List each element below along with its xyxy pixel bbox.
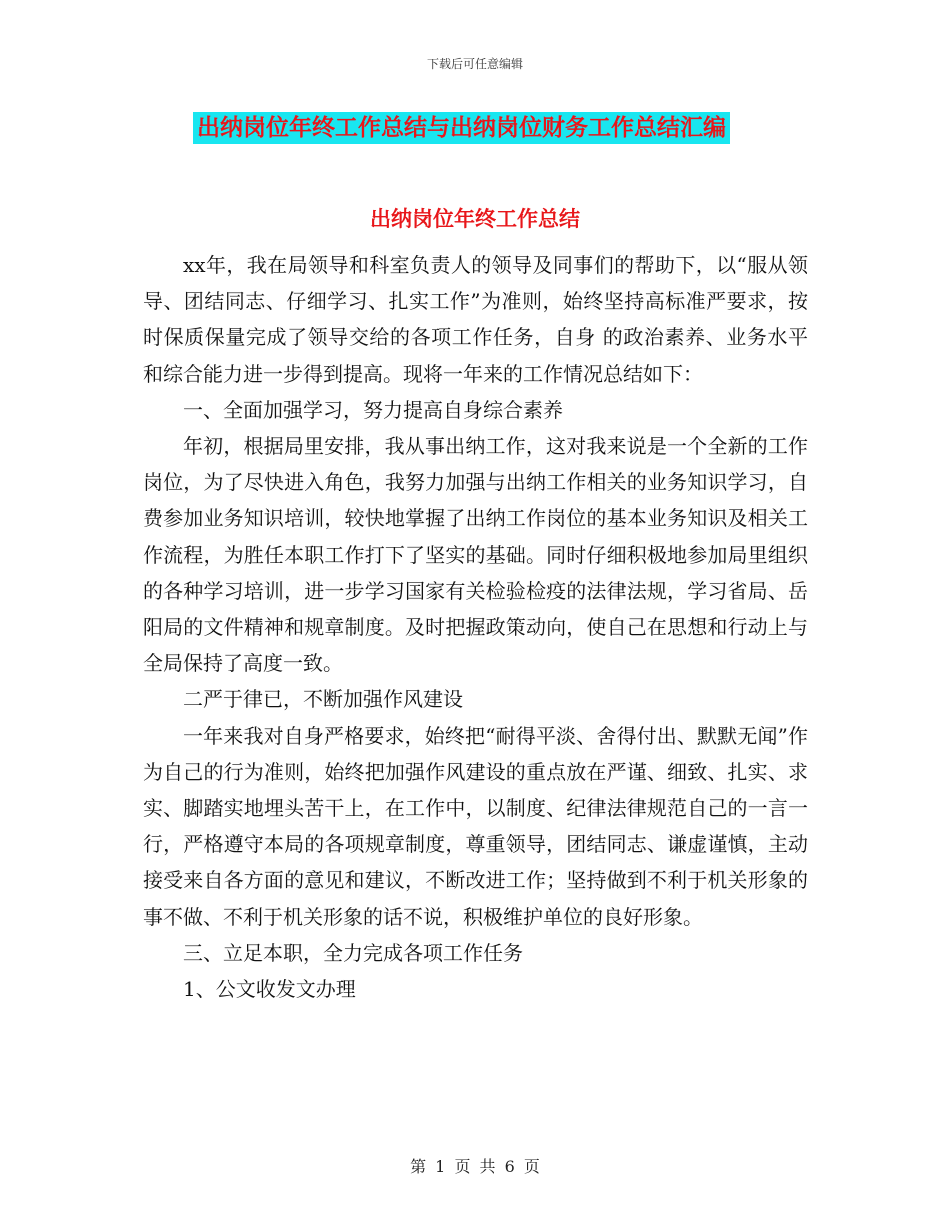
document-main-title: 出纳岗位年终工作总结与出纳岗位财务工作总结汇编 (193, 112, 730, 144)
heading-one: 一、全面加强学习，努力提高自身综合素养 (183, 397, 563, 422)
heading-two: 二严于律已，不断加强作风建设 (183, 687, 463, 712)
page-header-note: 下载后可任意编辑 (426, 57, 523, 71)
heading-three: 三、立足本职，全力完成各项工作任务 (183, 940, 523, 965)
document-body (143, 247, 808, 1007)
paragraph-conduct: 一年来我对自身严格要求，始终把“耐得平淡、舍得付出、默默无闻”作为自己的行为准则，始终把加强作风建设的重点放在严谨、细致、扎实、求实、脚踏实地埋头苦干上，在工作中，以制度、纪律法律规范自己的一言一行，严格遵守本局的各项规章制度，尊重领导，团结同志、谦虚谨慎，主动接受来自各方面的意见和建议，不断改进工作；坚持做到不利于机关形象的事不做、不利于机关形象的话不说，积极维护单位的良好形象。 (143, 723, 808, 929)
intro-paragraph: xx年，我在局领导和科室负责人的领导及同事们的帮助下，以“服从领导、团结同志、仔细学习、扎实工作”为准则，始终坚持高标准严要求，按时保质保量完成了领导交给的各项工作任务，自身 的政治素养、业务水平和综合能力进一步得到提高。现将一年来的工作情况总结如下： (143, 253, 808, 386)
page-footer: 第 1 页 共 6 页 (410, 1157, 540, 1176)
section-title: 出纳岗位年终工作总结 (370, 207, 580, 231)
paragraph-study: 年初，根据局里安排，我从事出纳工作，这对我来说是一个全新的工作岗位，为了尽快进入角色，我努力加强与出纳工作相关的业务知识学习，自费参加业务知识培训，较快地掌握了出纳工作岗位的基本业务知识及相关工作流程，为胜任本职工作打下了坚实的基础。同时仔细积极地参加局里组织的各种学习培训，进一步学习国家有关检验检疫的法律法规，学习省局、岳阳局的文件精神和规章制度。及时把握政策动向，使自己在思想和行动上与全局保持了高度一致。 (143, 434, 808, 676)
subheading-documents: 1、公文收发文办理 (183, 977, 356, 1002)
